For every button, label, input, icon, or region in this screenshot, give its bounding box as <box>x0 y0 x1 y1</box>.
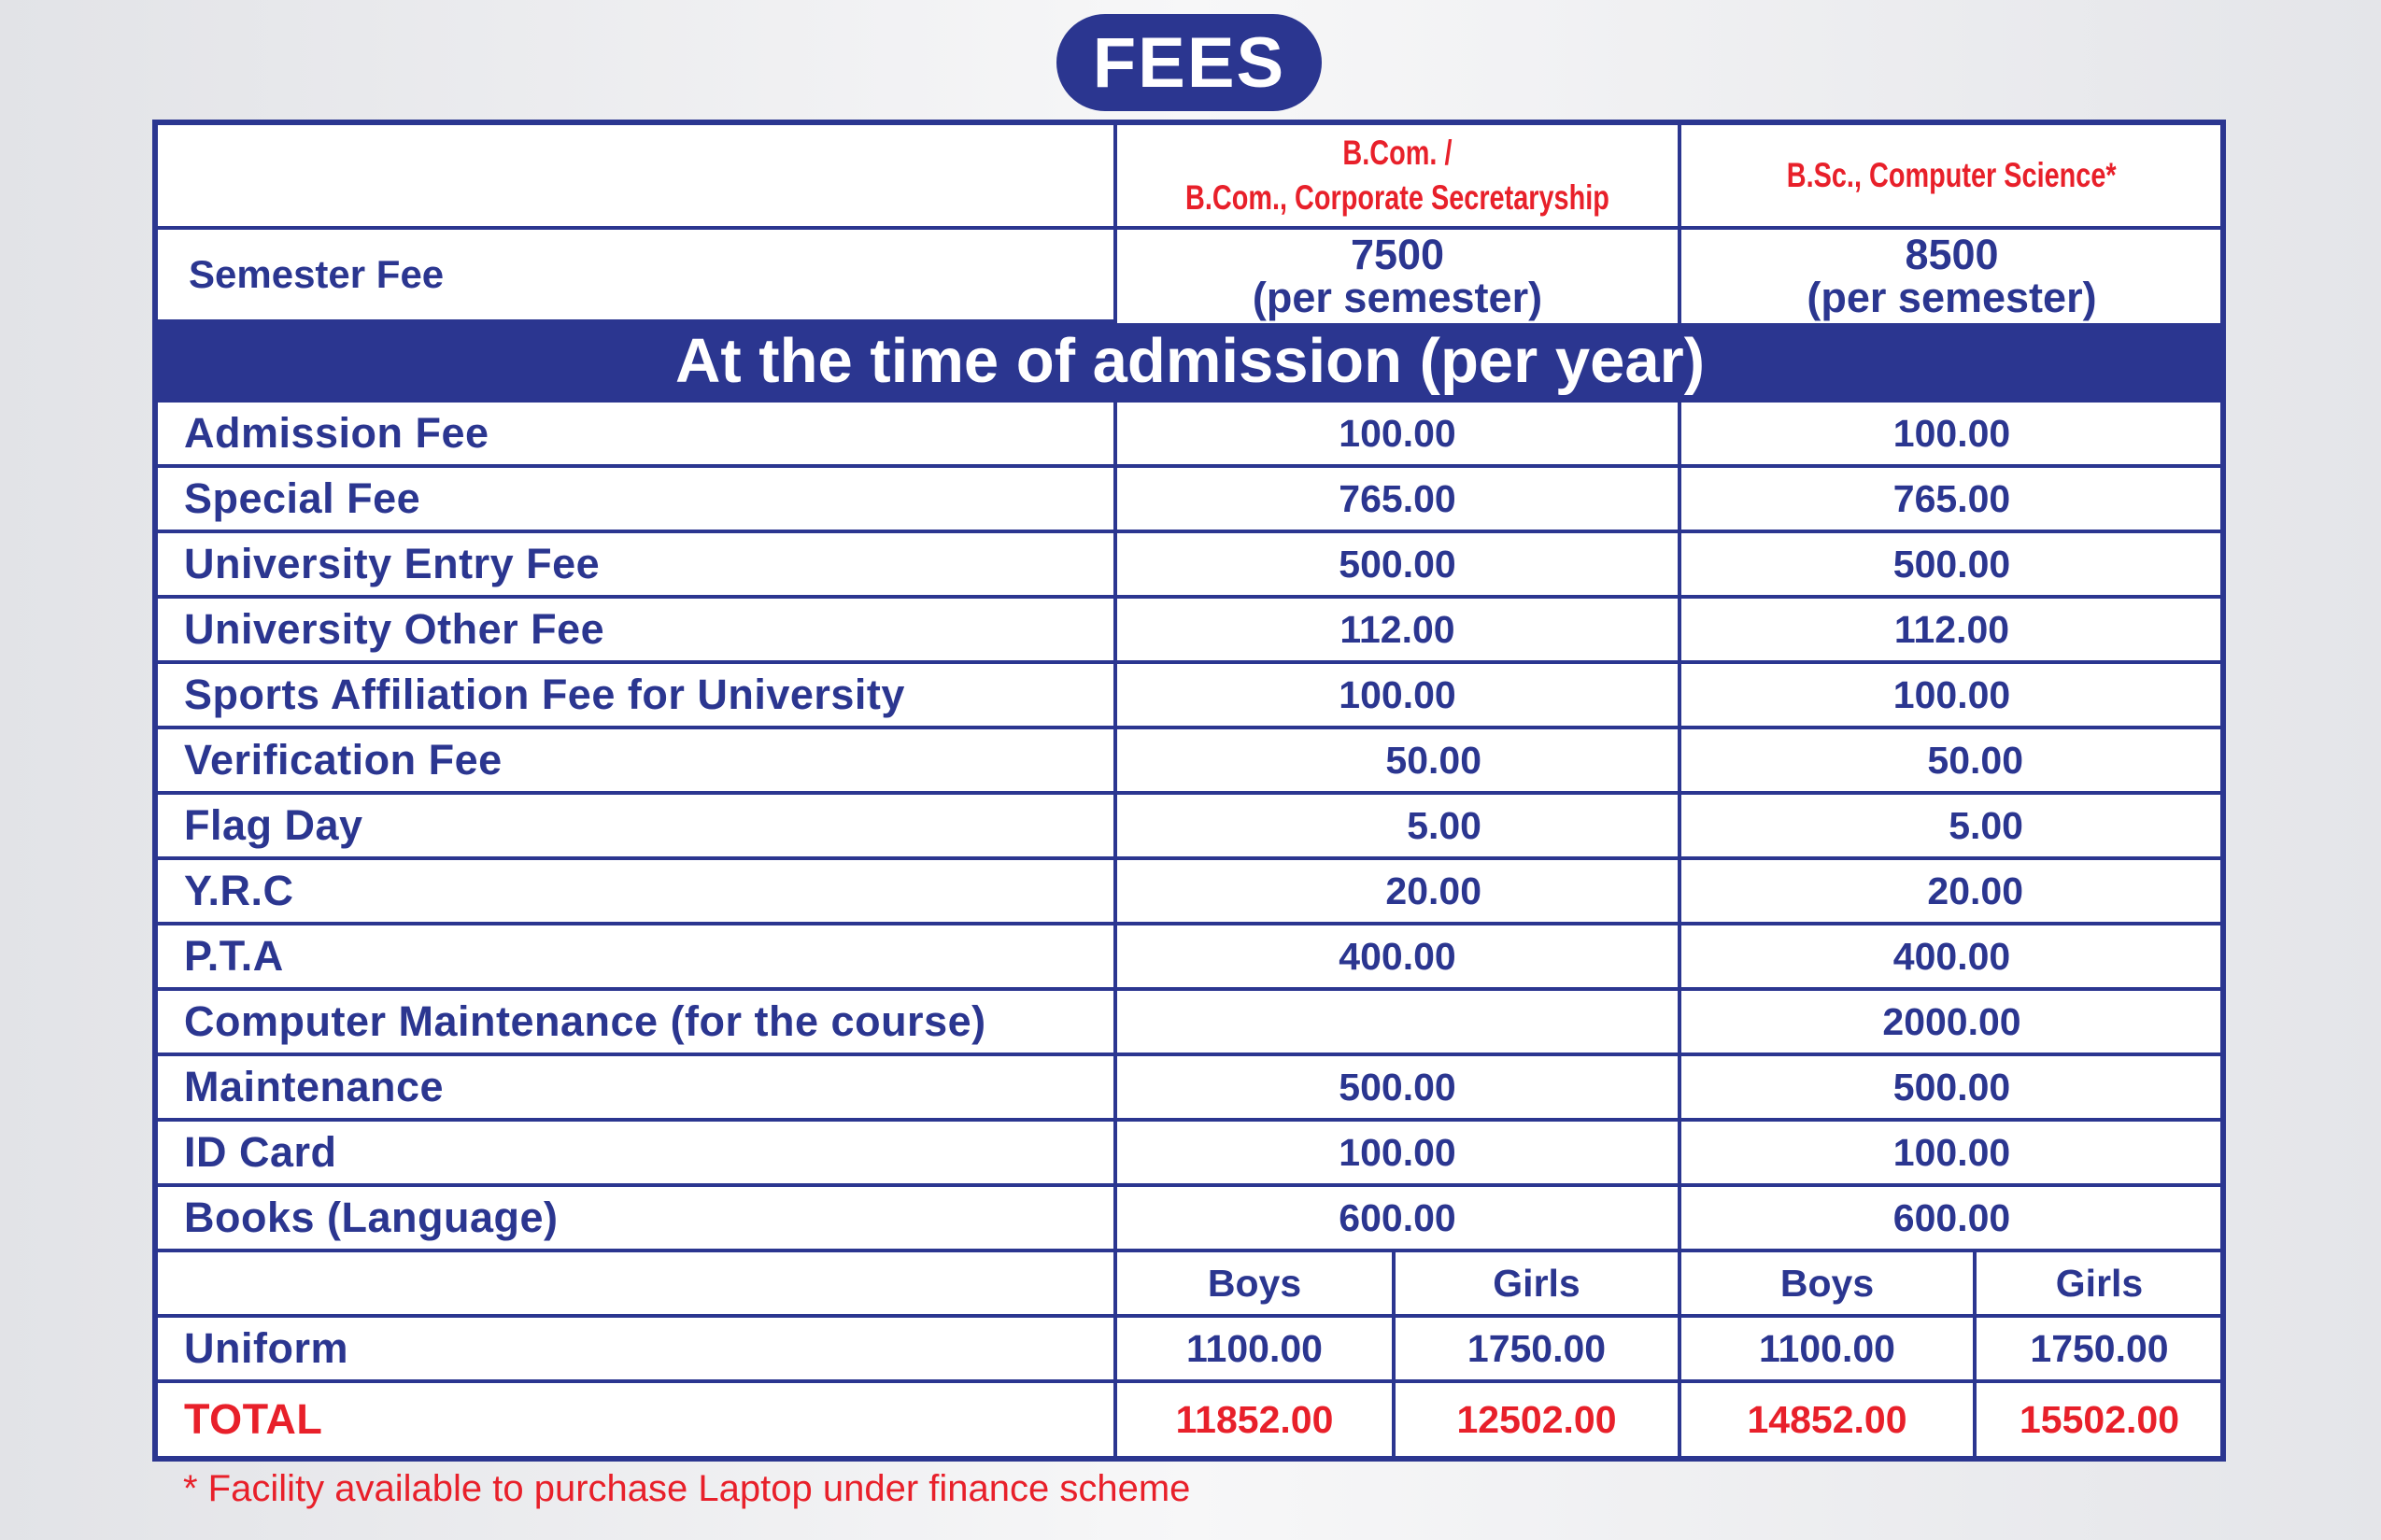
fee-row-bsc-value: 50.00 <box>1681 729 2222 795</box>
fee-row-label: Sports Affiliation Fee for University <box>158 664 1117 729</box>
uniform-bcom-girls: 1750.00 <box>1396 1318 1681 1383</box>
fee-table <box>152 120 2226 1462</box>
admission-banner: At the time of admission (per year) <box>158 323 2222 403</box>
fee-row-bsc-value: 100.00 <box>1681 403 2222 468</box>
fee-row-bsc-value: 100.00 <box>1681 664 2222 729</box>
fee-row-label: Special Fee <box>158 468 1117 533</box>
fee-row-label: University Entry Fee <box>158 533 1117 599</box>
fee-row-bcom-value: 600.00 <box>1117 1187 1681 1252</box>
fee-row-label: Verification Fee <box>158 729 1117 795</box>
total-bcom-girls: 12502.00 <box>1396 1383 1681 1456</box>
fee-row-label: Flag Day <box>158 795 1117 860</box>
fee-row-bsc-value: 500.00 <box>1681 1056 2222 1122</box>
fee-row-label: Books (Language) <box>158 1187 1117 1252</box>
fee-grid <box>158 125 2220 1456</box>
total-bsc-girls: 15502.00 <box>2019 1397 2179 1441</box>
semester-fee-bsc-amount: 8500 <box>1905 231 1999 278</box>
fee-row-bcom-value: 400.00 <box>1117 925 1681 991</box>
column-header-bsc-label: B.Sc., Computer Science* <box>1787 156 2117 194</box>
fee-row-bsc-value: 400.00 <box>1681 925 2222 991</box>
fee-row-bcom-value: 500.00 <box>1117 1056 1681 1122</box>
fee-row-bcom-value: 5.00 <box>1117 795 1681 860</box>
total-bcom-boys: 11852.00 <box>1117 1383 1396 1456</box>
uniform-bsc-girls: 1750.00 <box>1977 1318 2222 1383</box>
fee-row-bcom-value <box>1117 991 1681 1056</box>
fee-row-bcom-value: 20.00 <box>1117 860 1681 925</box>
semester-fee-bcom <box>1117 230 1681 323</box>
header-blank <box>158 125 1117 230</box>
subheader-bsc-boys: Boys <box>1681 1252 1977 1318</box>
subheader-bcom-boys: Boys <box>1117 1252 1396 1318</box>
fee-row-bsc-value: 20.00 <box>1681 860 2222 925</box>
uniform-bcom-boys: 1100.00 <box>1117 1318 1396 1383</box>
semester-fee-bcom-amount: 7500 <box>1350 231 1445 278</box>
fee-row-label: Maintenance <box>158 1056 1117 1122</box>
fee-row-label: ID Card <box>158 1122 1117 1187</box>
column-header-bcom-line1: B.Com. / <box>1342 134 1453 172</box>
column-header-bsc <box>1681 125 2222 230</box>
subheader-bcom-girls: Girls <box>1396 1252 1681 1318</box>
footnote: * Facility available to purchase Laptop under finance scheme <box>183 1468 1191 1509</box>
column-header-bcom <box>1117 125 1681 230</box>
fee-row-bsc-value: 112.00 <box>1681 599 2222 664</box>
subheader-blank <box>158 1252 1117 1318</box>
fee-row-bsc-value: 5.00 <box>1681 795 2222 860</box>
fee-row-label: P.T.A <box>158 925 1117 991</box>
fee-row-label: Y.R.C <box>158 860 1117 925</box>
fee-row-bcom-value: 765.00 <box>1117 468 1681 533</box>
fee-row-bsc-value: 765.00 <box>1681 468 2222 533</box>
fee-row-bsc-value: 500.00 <box>1681 533 2222 599</box>
uniform-bsc-boys: 1100.00 <box>1681 1318 1977 1383</box>
fee-row-bcom-value: 100.00 <box>1117 1122 1681 1187</box>
fee-row-bsc-value: 2000.00 <box>1681 991 2222 1056</box>
uniform-label: Uniform <box>158 1318 1117 1383</box>
fee-row-bcom-value: 100.00 <box>1117 664 1681 729</box>
fee-row-bcom-value: 112.00 <box>1117 599 1681 664</box>
page-title: FEES <box>1056 14 1322 111</box>
total-label: TOTAL <box>158 1383 1117 1456</box>
semester-fee-label: Semester Fee <box>158 230 1117 323</box>
semester-fee-bcom-note: (per semester) <box>1252 274 1543 321</box>
fee-row-label: Admission Fee <box>158 403 1117 468</box>
fee-row-bcom-value: 500.00 <box>1117 533 1681 599</box>
fee-row-bsc-value: 600.00 <box>1681 1187 2222 1252</box>
fee-row-label: Computer Maintenance (for the course) <box>158 991 1117 1056</box>
column-header-bcom-line2: B.Com., Corporate Secretaryship <box>1185 178 1609 217</box>
subheader-bsc-girls: Girls <box>1977 1252 2222 1318</box>
semester-fee-bsc-note: (per semester) <box>1807 274 2097 321</box>
total-bsc-boys: 14852.00 <box>1681 1383 1977 1456</box>
semester-fee-bsc <box>1681 230 2222 323</box>
fee-row-bcom-value: 100.00 <box>1117 403 1681 468</box>
fee-row-label: University Other Fee <box>158 599 1117 664</box>
fee-row-bsc-value: 100.00 <box>1681 1122 2222 1187</box>
fee-row-bcom-value: 50.00 <box>1117 729 1681 795</box>
